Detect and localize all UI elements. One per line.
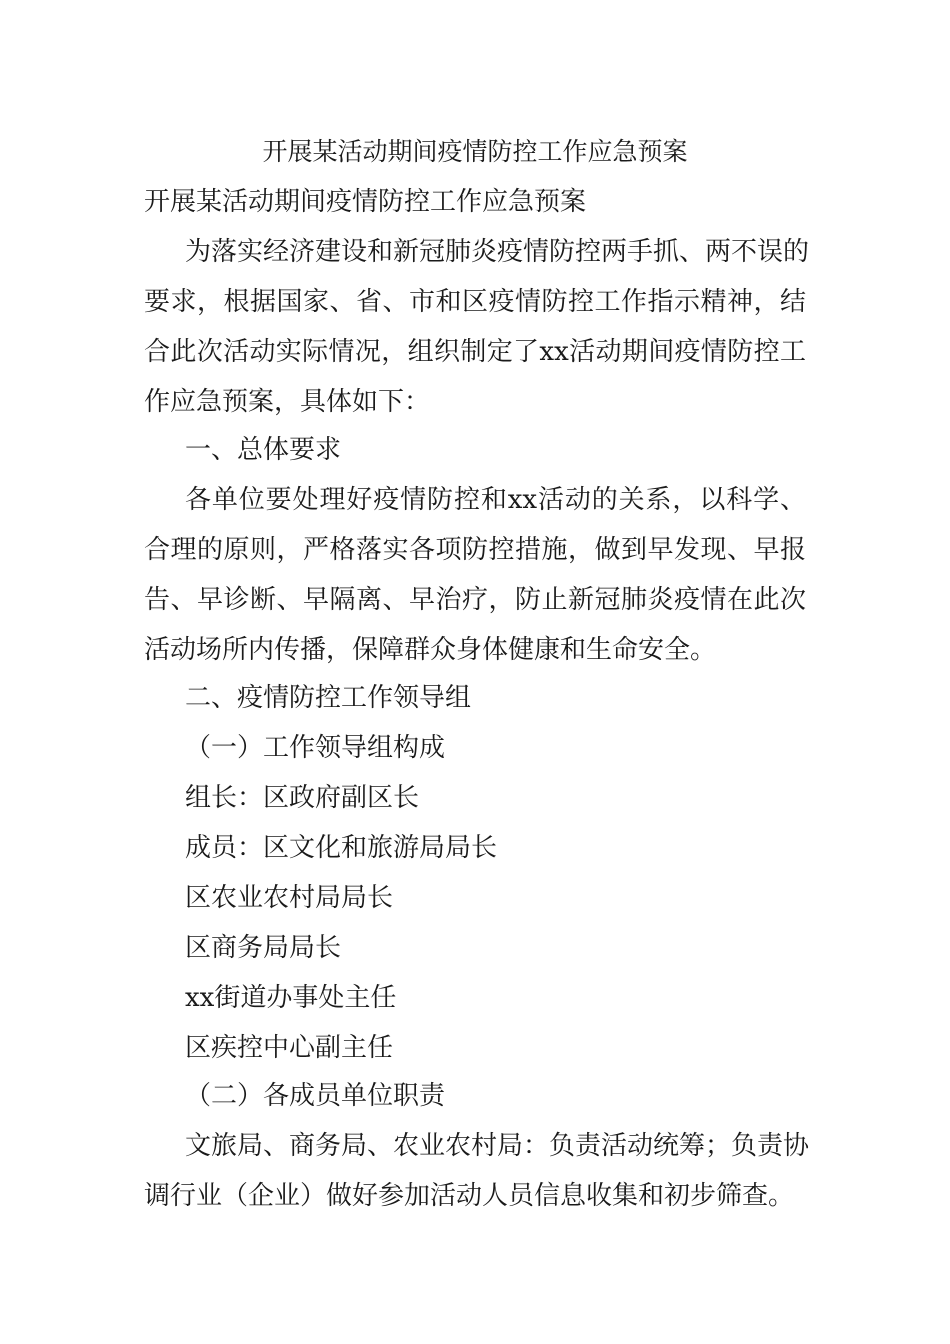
document-title: 开展某活动期间疫情防控工作应急预案 bbox=[262, 137, 688, 166]
paragraph-line: 各单位要处理好疫情防控和xx活动的关系，以科学、 bbox=[185, 485, 806, 515]
subsection-heading: （二）各成员单位职责 bbox=[185, 1081, 446, 1111]
section-heading: 一、总体要求 bbox=[185, 435, 342, 465]
list-item: 区商务局局长 bbox=[185, 933, 342, 963]
list-item: 区疾控中心副主任 bbox=[185, 1033, 394, 1063]
paragraph-line: 为落实经济建设和新冠肺炎疫情防控两手抓、两不误的 bbox=[185, 237, 810, 267]
list-item: 组长：区政府副区长 bbox=[185, 783, 420, 813]
section-heading: 二、疫情防控工作领导组 bbox=[185, 683, 472, 713]
paragraph-line: 告、早诊断、早隔离、早治疗，防止新冠肺炎疫情在此次 bbox=[144, 585, 806, 615]
paragraph-line: 活动场所内传播，保障群众身体健康和生命安全。 bbox=[144, 635, 717, 665]
paragraph-line: 调行业（企业）做好参加活动人员信息收集和初步筛查。 bbox=[144, 1181, 795, 1211]
paragraph-line: 合理的原则，严格落实各项防控措施，做到早发现、早报 bbox=[144, 535, 806, 565]
subsection-heading: （一）工作领导组构成 bbox=[185, 733, 446, 763]
paragraph-line: 合此次活动实际情况，组织制定了xx活动期间疫情防控工 bbox=[144, 337, 806, 367]
paragraph-line: 作应急预案，具体如下： bbox=[144, 387, 431, 417]
list-item: 区农业农村局局长 bbox=[185, 883, 394, 913]
list-item: 成员：区文化和旅游局局长 bbox=[185, 833, 498, 863]
subtitle-line: 开展某活动期间疫情防控工作应急预案 bbox=[144, 187, 587, 217]
paragraph-line: 要求，根据国家、省、市和区疫情防控工作指示精神，结 bbox=[144, 287, 806, 317]
paragraph-line: 文旅局、商务局、农业农村局：负责活动统筹；负责协 bbox=[185, 1131, 810, 1161]
list-item: xx街道办事处主任 bbox=[185, 983, 397, 1013]
